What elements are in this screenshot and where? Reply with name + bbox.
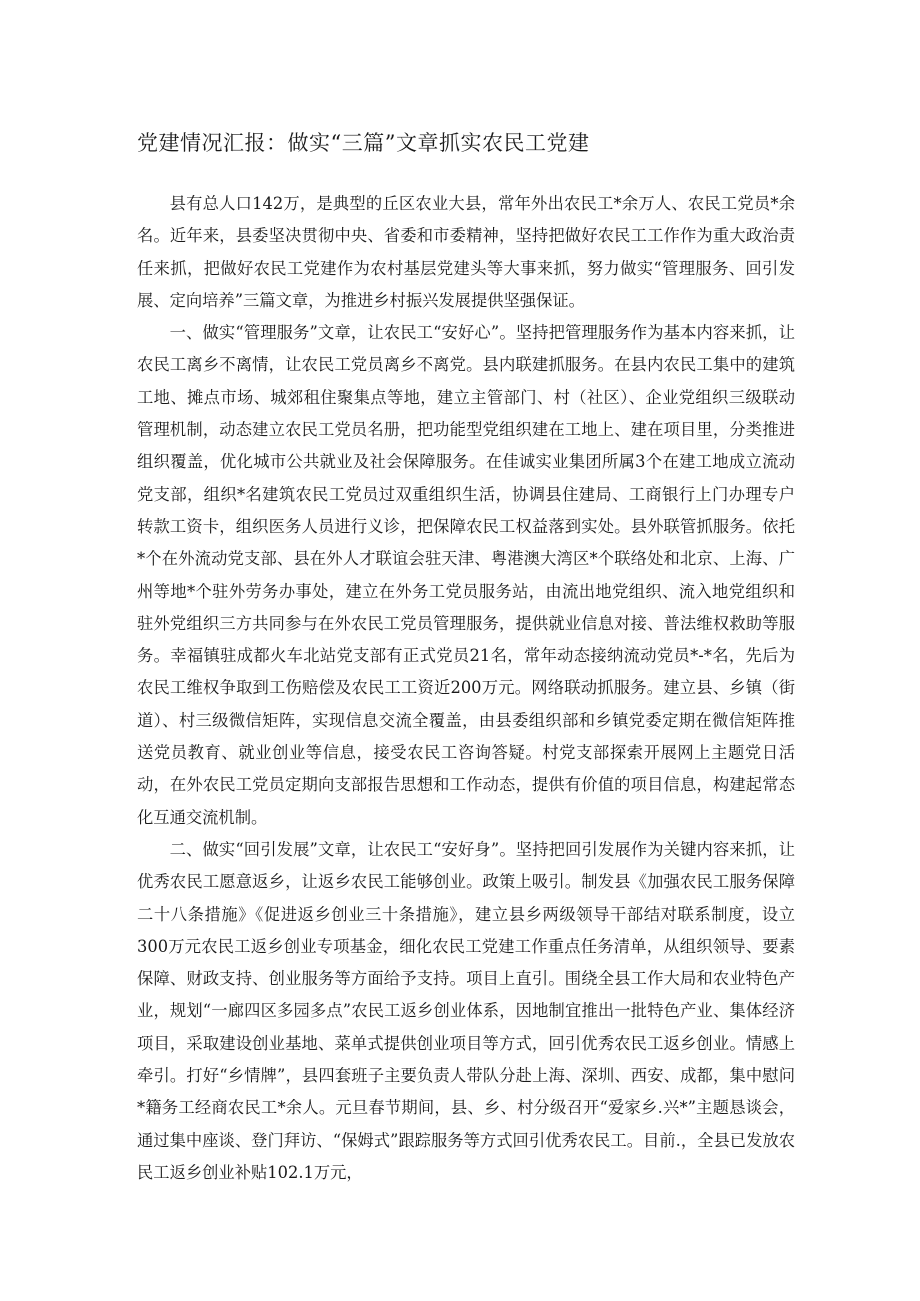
document-page	[137, 128, 795, 1189]
document-paragraph-section-2: 二、做实“回引发展”文章，让农民工“安好身”。坚持把回引发展作为关键内容来抓，让优秀农民工愿意返乡，让返乡农民工能够创业。政策上吸引。制发县《加强农民工服务保障二十八条措施》《促进返乡创业三十条措施》，建立县乡两级领导干部结对联系制度，设立300万元农民工返乡创业专项基金，细化农民工党建工作重点任务清单，从组织领导、要素保障、财政支持、创业服务等方面给予支持。项目上直引。围绕全县工作大局和农业特色产业，规划“一廊四区多园多点”农民工返乡创业体系，因地制宜推出一批特色产业、集体经济项目，采取建设创业基地、菜单式提供创业项目等方式，回引优秀农民工返乡创业。情感上牵引。打好“乡情牌”，县四套班子主要负责人带队分赴上海、深圳、西安、成都，集中慰问*籍务工经商农民工*余人。元旦春节期间，县、乡、村分级召开“爱家乡.兴*”主题恳谈会，通过集中座谈、登门拜访、“保姆式”跟踪服务等方式回引优秀农民工。目前.，全县已发放农民工返乡创业补贴102.1万元，	[137, 839, 795, 1182]
document-title: 党建情况汇报：做实“三篇”文章抓实农民工党建	[137, 131, 590, 155]
document-paragraph-section-1: 一、做实“管理服务”文章，让农民工“安好心”。坚持把管理服务作为基本内容来抓，让农民工离乡不离情，让农民工党员离乡不离党。县内联建抓服务。在县内农民工集中的建筑工地、摊点市场、城郊租住聚集点等地，建立主管部门、村（社区）、企业党组织三级联动管理机制，动态建立农民工党员名册，把功能型党组织建在工地上、建在项目里，分类推进组织覆盖，优化城市公共就业及社会保障服务。在佳诚实业集团所属3个在建工地成立流动党支部，组织*名建筑农民工党员过双重组织生活，协调县住建局、工商银行上门办理专户转款工资卡，组织医务人员进行义诊，把保障农民工权益落到实处。县外联管抓服务。依托*个在外流动党支部、县在外人才联谊会驻天津、粤港澳大湾区*个联络处和北京、上海、广州等地*个驻外劳务办事处，建立在外务工党员服务站，由流出地党组织、流入地党组织和驻外党组织三方共同参与在外农民工党员管理服务，提供就业信息对接、普法维权救助等服务。幸福镇驻成都火车北站党支部有正式党员21名，常年动态接纳流动党员*-*名，先后为农民工维权争取到工伤赔偿及农民工工资近200万元。网络联动抓服务。建立县、乡镇（街道）、村三级微信矩阵，实现信息交流全覆盖，由县委组织部和乡镇党委定期在微信矩阵推送党员教育、就业创业等信息，接受农民工咨询答疑。村党支部探索开展网上主题党日活动，在外农民工党员定期向支部报告思想和工作动态，提供有价值的项目信息，构建起常态化互通交流机制。	[137, 323, 795, 827]
document-paragraph-intro: 县有总人口142万，是典型的丘区农业大县，常年外出农民工*余万人、农民工党员*余名。近年来，县委坚决贯彻中央、省委和市委精神，坚持把做好农民工工作作为重大政治责任来抓，把做好农民工党建作为农村基层党建头等大事来抓，努力做实“管理服务、回引发展、定向培养”三篇文章，为推进乡村振兴发展提供坚强保证。	[137, 194, 795, 310]
